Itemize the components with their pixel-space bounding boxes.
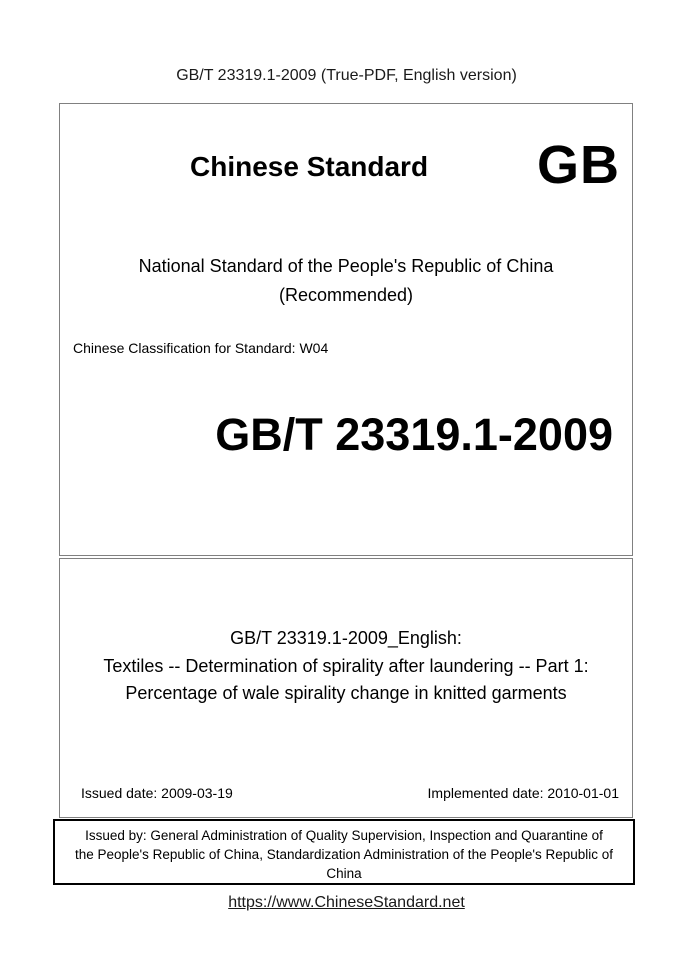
issuer-line-2: the People's Republic of China, Standardization Administration of the People's Republic of: [75, 847, 613, 862]
issued-date: Issued date: 2009-03-19: [81, 785, 233, 801]
dates-row: [81, 785, 619, 801]
recommended-line: (Recommended): [278, 285, 414, 305]
document-title-line-2: Textiles -- Determination of spirality after laundering -- Part 1:: [103, 655, 589, 676]
title-box: [59, 558, 633, 818]
issuer-line-1: Issued by: General Administration of Quality Supervision, Inspection and Quarantine of: [85, 828, 603, 843]
standard-code: GB/T 23319.1-2009: [215, 409, 613, 460]
gb-logo: GB: [537, 135, 620, 195]
national-standard-block: [60, 252, 632, 310]
classification-line: Chinese Classification for Standard: W04: [73, 340, 329, 356]
footer: [0, 894, 693, 912]
brand-title: Chinese Standard: [190, 151, 429, 182]
implemented-date: Implemented date: 2010-01-01: [427, 785, 619, 801]
cover-box: [59, 103, 633, 556]
issuer-line-3: China: [326, 866, 362, 881]
document-title: [60, 625, 632, 708]
document-header-title: GB/T 23319.1-2009 (True-PDF, English version): [176, 67, 517, 84]
document-title-line-3: Percentage of wale spirality change in knitted garments: [125, 683, 567, 703]
issuer-box: [53, 819, 635, 885]
document-title-line-1: GB/T 23319.1-2009_English:: [230, 628, 462, 648]
national-standard-line: National Standard of the People's Republic of China: [138, 256, 554, 276]
website-link[interactable]: https://www.ChineseStandard.net: [228, 894, 465, 911]
